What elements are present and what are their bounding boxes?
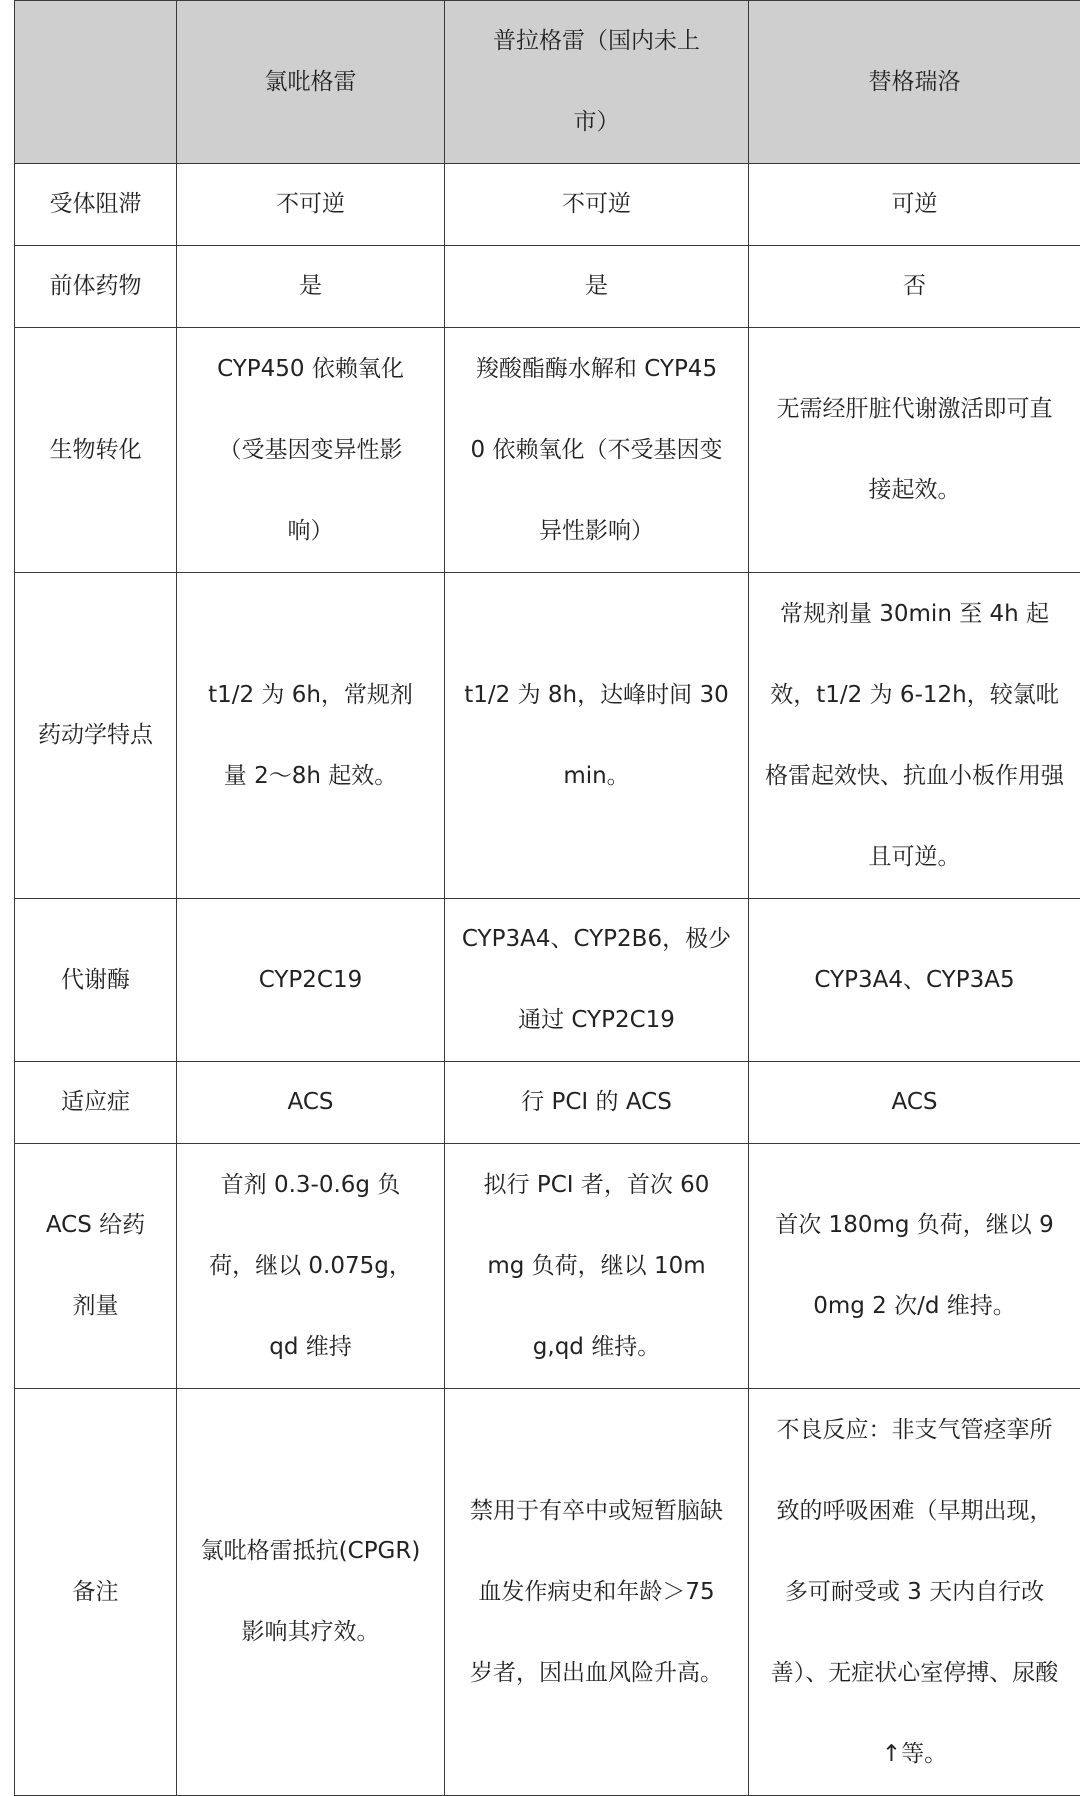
table-cell: 无需经肝脏代谢激活即可直接起效。 [749,328,1080,573]
row-label: 备注 [15,1389,177,1796]
table-row [15,1062,1080,1144]
table-row [15,164,1080,246]
header-ticagrelor: 替格瑞洛 [749,1,1080,164]
table-cell: CYP3A4、CYP3A5 [749,899,1080,1062]
table-cell: CYP3A4、CYP2B6，极少通过 CYP2C19 [445,899,749,1062]
table-cell: CYP2C19 [177,899,445,1062]
table-cell: 是 [445,246,749,328]
table-row [15,899,1080,1062]
table-cell: ACS [749,1062,1080,1144]
table-cell: 首次 180mg 负荷，继以 90mg 2 次/d 维持。 [749,1144,1080,1389]
table-cell: 氯吡格雷抵抗(CPGR)影响其疗效。 [177,1389,445,1796]
table-row [15,1144,1080,1389]
row-label: 前体药物 [15,246,177,328]
table-cell: 拟行 PCI 者，首次 60mg 负荷，继以 10mg,qd 维持。 [445,1144,749,1389]
row-label: ACS 给药剂量 [15,1144,177,1389]
row-label: 药动学特点 [15,573,177,899]
table-cell: 常规剂量 30min 至 4h 起效，t1/2 为 6-12h，较氯吡格雷起效快、抗血小板作用强且可逆。 [749,573,1080,899]
table-cell: 羧酸酯酶水解和 CYP450 依赖氧化（不受基因变异性影响） [445,328,749,573]
table-cell: ACS [177,1062,445,1144]
table-cell: CYP450 依赖氧化（受基因变异性影响） [177,328,445,573]
row-label: 生物转化 [15,328,177,573]
table-row [15,328,1080,573]
table-row [15,1389,1080,1796]
header-clopidogrel: 氯吡格雷 [177,1,445,164]
drug-comparison-table [14,0,1080,1796]
row-label: 受体阻滞 [15,164,177,246]
table-cell: 禁用于有卒中或短暂脑缺血发作病史和年龄＞75 岁者，因出血风险升高。 [445,1389,749,1796]
table-cell: 可逆 [749,164,1080,246]
drug-comparison-table-wrap [14,0,1080,1796]
table-cell: 不良反应：非支气管痉挛所致的呼吸困难（早期出现，多可耐受或 3 天内自行改善）、无症状心室停搏、尿酸↑等。 [749,1389,1080,1796]
table-cell: 不可逆 [177,164,445,246]
header-corner-cell [15,1,177,164]
table-cell: 是 [177,246,445,328]
table-header-row [15,1,1080,164]
table-row [15,573,1080,899]
header-prasugrel: 普拉格雷（国内未上市） [445,1,749,164]
table-cell: 首剂 0.3-0.6g 负荷，继以 0.075g，qd 维持 [177,1144,445,1389]
table-cell: 行 PCI 的 ACS [445,1062,749,1144]
table-row [15,246,1080,328]
table-cell: 不可逆 [445,164,749,246]
row-label: 适应症 [15,1062,177,1144]
table-cell: t1/2 为 6h，常规剂量 2～8h 起效。 [177,573,445,899]
table-cell: t1/2 为 8h，达峰时间 30min。 [445,573,749,899]
table-cell: 否 [749,246,1080,328]
row-label: 代谢酶 [15,899,177,1062]
